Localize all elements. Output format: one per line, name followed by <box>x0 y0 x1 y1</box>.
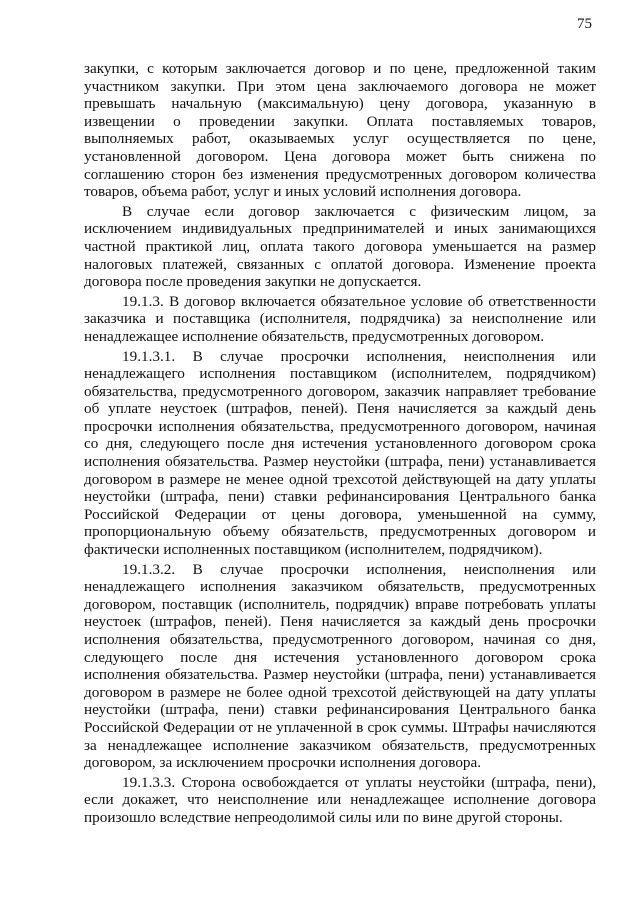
paragraph-19-1-3-2: 19.1.3.2. В случае просрочки исполнения, неисполнения или ненадлежащего исполнения заказчиком обязательств, предусмотренных договором, поставщик (исполнитель, подрядчик) вправе потребовать уплаты неустоек (штрафов, пеней). Пеня начисляется за каждый день просрочки исполнения обязательства, предусмотренного договором, начиная со дня, следующего после дня истечения установленного договором срока исполнения обязательства. Размер неустойки (штрафа, пени) устанавливается договором в размере не более одной трехсотой действующей на дату уплаты неустойки (штрафа, пени) ставки рефинансирования Центрального банка Российской Федерации от не уплаченной в срок суммы. Штрафы начисляются за ненадлежащее исполнение заказчиком обязательств, предусмотренных договором, за исключением просрочки исполнения договора. <box>84 560 596 772</box>
paragraph-19-1-3: 19.1.3. В договор включается обязательное условие об ответственности заказчика и поставщика (исполнителя, подрядчика) за неисполнение или ненадлежащее исполнение обязательств, предусмотренных договором. <box>84 292 596 345</box>
paragraph-19-1-3-1: 19.1.3.1. В случае просрочки исполнения, неисполнения или ненадлежащего исполнения поставщиком (исполнителем, подрядчиком) обязательства, предусмотренного договором, заказчик направляет требование об уплате неустоек (штрафов, пеней). Пеня начисляется за каждый день просрочки исполнения обязательства, предусмотренного договором, начиная со дня, следующего после дня истечения установленного договором срока исполнения обязательства. Размер неустойки (штрафа, пени) устанавливается договором в размере не менее одной трехсотой действующей на дату уплаты неустойки (штрафа, пени) ставки рефинансирования Центрального банка Российской Федерации от цены договора, уменьшенной на сумму, пропорциональную объему обязательств, предусмотренных договором и фактически исполненных поставщиком (исполнителем, подрядчиком). <box>84 347 596 559</box>
paragraph-individual-contract: В случае если договор заключается с физическим лицом, за исключением индивидуальных предпринимателей и иных занимающихся частной практикой лиц, оплата такого договора уменьшается на размер налоговых платежей, связанных с оплатой договора. Изменение проекта договора после проведения закупки не допускается. <box>84 202 596 291</box>
document-body <box>84 60 596 829</box>
page-number: 75 <box>577 16 592 32</box>
paragraph-continuation: закупки, с которым заключается договор и по цене, предложенной таким участником закупки. При этом цена заключаемого договора не может превышать начальную (максимальную) цену договора, указанную в извещении о проведении закупки. Оплата поставляемых товаров, выполняемых работ, оказываемых услуг осуществляется по цене, установленной договором. Цена договора может быть снижена по соглашению сторон без изменения предусмотренных договором количества товаров, объема работ, услуг и иных условий исполнения договора. <box>84 60 596 201</box>
paragraph-19-1-3-3: 19.1.3.3. Сторона освобождается от уплаты неустойки (штрафа, пени), если докажет, что неисполнение или ненадлежащее исполнение договора произошло вследствие непреодолимой силы или по вине другой стороны. <box>84 773 596 826</box>
